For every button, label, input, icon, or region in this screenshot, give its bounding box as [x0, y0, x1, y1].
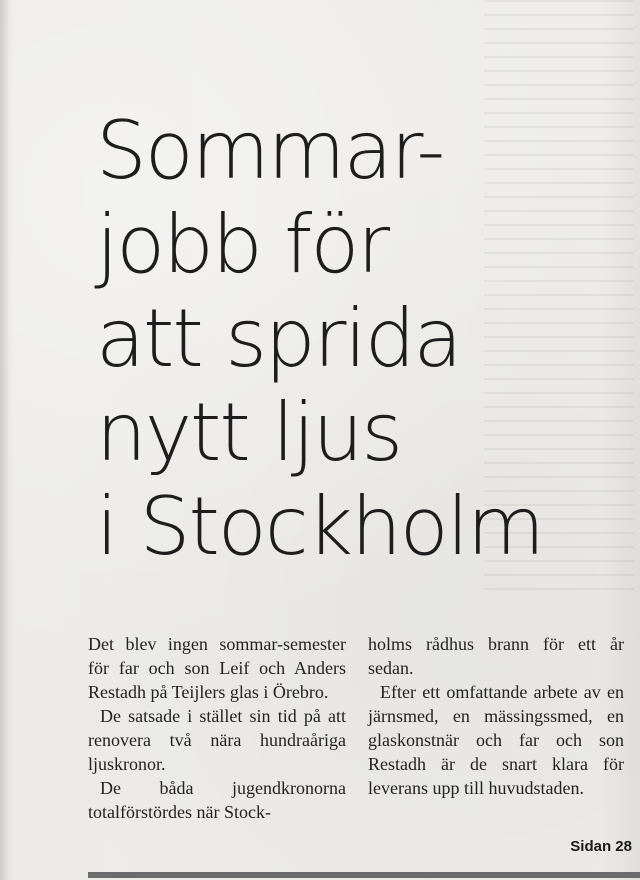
body-column-left — [88, 632, 346, 824]
article-body — [88, 632, 626, 862]
headline — [96, 104, 626, 574]
headline-line: Sommar- — [96, 104, 444, 197]
body-paragraph: De båda jugendkronorna totalförstördes när Stock- — [88, 778, 346, 822]
bottom-rule — [88, 872, 640, 878]
headline-line: nytt ljus — [96, 386, 402, 479]
body-paragraph: Det blev ingen sommar-semester för far och son Leif och Anders Restadh på Teijlers glas i Örebro. — [88, 634, 346, 702]
body-paragraph: holms rådhus brann för ett år sedan. — [368, 634, 624, 678]
body-column-right — [368, 632, 624, 800]
headline-line: i Stockholm — [96, 480, 543, 573]
headline-line: att sprida — [96, 292, 461, 385]
page-fold-shadow — [0, 0, 8, 880]
body-paragraph: Efter ett omfattande arbete av en järnsmed, en mässingssmed, en glaskonstnär och far och son Restadh är de snart klara för leverans upp till huvudstaden. — [368, 682, 624, 798]
page-reference: Sidan 28 — [570, 838, 632, 855]
headline-line: jobb för — [96, 198, 389, 291]
body-paragraph: De satsade i stället sin tid på att renovera två nära hundraåriga ljuskronor. — [88, 706, 346, 774]
